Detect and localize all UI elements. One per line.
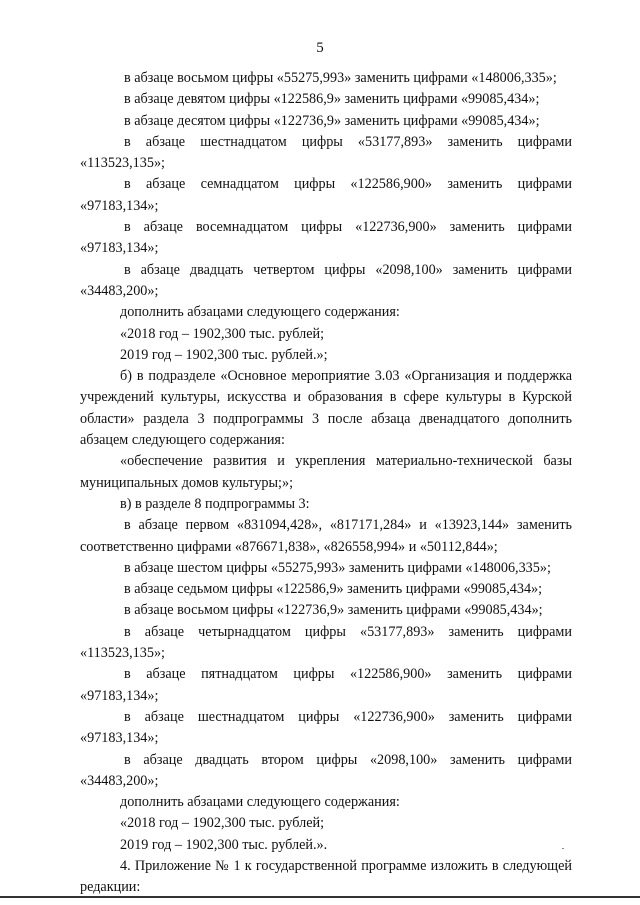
paragraph: в абзаце первом «831094,428», «817171,284» и «13923,144» заменить соответственно цифрами «876671,838», «826558,994» и «50112,844»; bbox=[80, 517, 572, 555]
paragraph: в абзаце девятом цифры «122586,9» заменить цифрами «99085,434»; bbox=[124, 91, 540, 108]
paragraph: в абзаце шестнадцатом цифры «122736,900» заменить цифрами «97183,134»; bbox=[80, 708, 572, 747]
paragraph: 2019 год – 1902,300 тыс. рублей.»; bbox=[120, 346, 328, 363]
bottom-rule bbox=[0, 896, 640, 898]
page-number: 5 bbox=[316, 40, 324, 56]
paragraph: дополнить абзацами следующего содержания: bbox=[120, 794, 400, 811]
paragraph: «обеспечение развития и укрепления материально-технической базы муниципальных домов культуры;»; bbox=[80, 453, 572, 491]
paragraph: «2018 год – 1902,300 тыс. рублей; bbox=[120, 815, 325, 832]
paragraph: в абзаце шестнадцатом цифры «53177,893» заменить цифрами «113523,135»; bbox=[80, 133, 572, 172]
paragraph: в абзаце четырнадцатом цифры «53177,893» заменить цифрами «113523,135»; bbox=[80, 623, 572, 662]
paragraph: в абзаце седьмом цифры «122586,9» заменить цифрами «99085,434»; bbox=[124, 581, 543, 598]
paragraph: в абзаце восьмом цифры «55275,993» заменить цифрами «148006,335»; bbox=[124, 70, 557, 86]
paragraph: в) в разделе 8 подпрограммы 3: bbox=[120, 495, 310, 512]
paragraph: в абзаце десятом цифры «122736,9» заменить цифрами «99085,434»; bbox=[124, 112, 540, 129]
document-body bbox=[80, 68, 572, 899]
paragraph: в абзаце восьмом цифры «122736,9» заменить цифрами «99085,434»; bbox=[124, 602, 543, 619]
paragraph: 2019 год – 1902,300 тыс. рублей.». bbox=[120, 836, 328, 853]
paragraph: в абзаце пятнадцатом цифры «122586,900» заменить цифрами «97183,134»; bbox=[80, 666, 572, 704]
paragraph: в абзаце шестом цифры «55275,993» заменить цифрами «148006,335»; bbox=[124, 559, 551, 576]
paragraph: в абзаце двадцать четвертом цифры «2098,100» заменить цифрами «34483,200»; bbox=[80, 261, 572, 299]
paragraph: б) в подразделе «Основное мероприятие 3.03 «Организация и поддержка учреждений культуры, искусства и образования в сфере культуры в Курской области» раздела 3 подпрограммы 3 после абзаца двенадцатого дополнить абзацем следующего содержания: bbox=[80, 368, 572, 449]
paragraph: 4. Приложение № 1 к государственной программе изложить в следующей редакции: bbox=[80, 857, 572, 896]
paragraph: в абзаце двадцать втором цифры «2098,100» заменить цифрами «34483,200»; bbox=[80, 751, 572, 789]
paragraph: в абзаце семнадцатом цифры «122586,900» заменить цифрами «97183,134»; bbox=[80, 176, 572, 214]
paragraph: в абзаце восемнадцатом цифры «122736,900» заменить цифрами «97183,134»; bbox=[80, 219, 572, 257]
paragraph: дополнить абзацами следующего содержания: bbox=[120, 304, 400, 321]
paragraph: «2018 год – 1902,300 тыс. рублей; bbox=[120, 325, 325, 342]
scan-mark bbox=[562, 848, 564, 849]
